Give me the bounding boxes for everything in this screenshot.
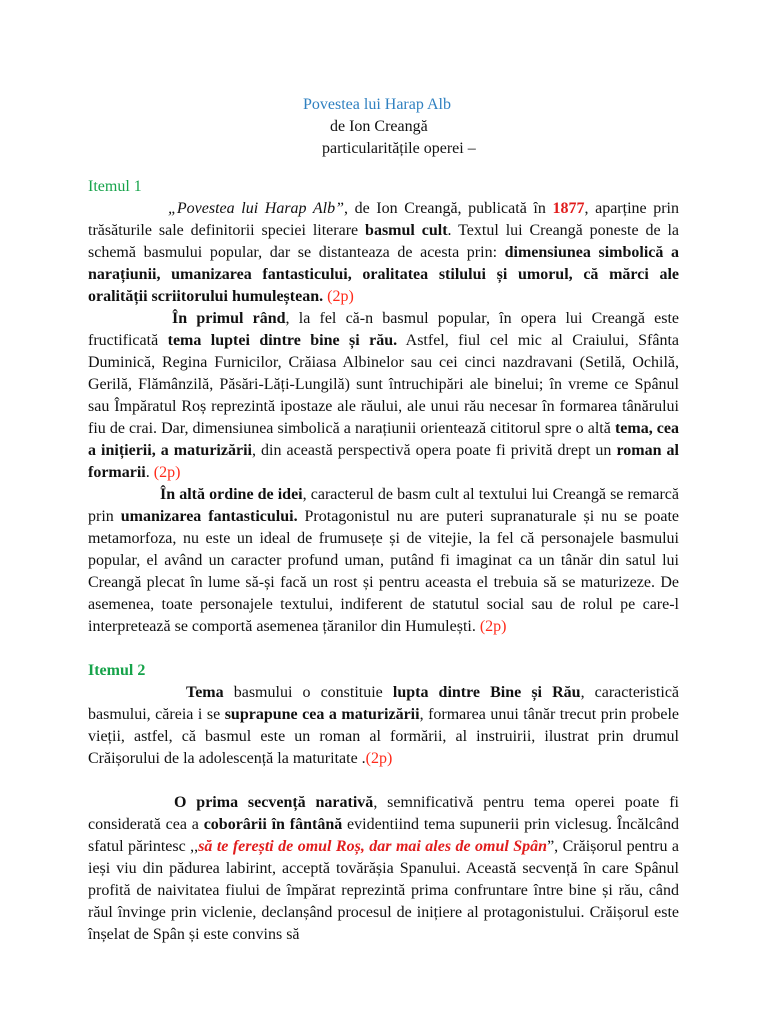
score-label: (2p): [479, 618, 507, 635]
item1-paragraph-2: În primul rând, la fel că-n basmul popular, în opera lui Creangă este fructificată tema luptei dintre bine și rău. Astfel, fiul cel mic al Craiului, Sfânta Duminică, Regina Furnicilor, Crăiasa Albinelor sau cei cinci nazdravani (Setilă, Ochilă, Gerilă, Flămânzilă, Păsări-Lăți-Lungilă) sunt întruchipări ale binelui; în vreme ce Spânul sau Împăratul Roș reprezintă ipostaze ale răului, ale unui rău necesar în formarea tânărului fiu de crai. Dar, dimensiunea simbolică a narațiunii orientează cititorul spre o altă tema, cea a inițierii, a maturizării, din această perspectivă opera poate fi privită drept un roman al formarii. (2p): [88, 310, 680, 481]
item1-paragraph-3: În altă ordine de idei, caracterul de basm cult al textului lui Creangă se remarcă prin umanizarea fantasticului. Protagonistul nu are puteri supranaturale și nu se poate metamorfoza, nu este un ideal de frumusețe și de vitejie, la fel că personajele basmului popular, el având un caracter profund uman, putând fi imaginat ca un tânăr din satul lui Creangă plecat în lume să-și facă un rost și pentru aceasta el trebuia să se maturizeze. De asemenea, toate personajele textului, indiferent de statutul social sau de rolul pe care-l interpretează se comportă asemenea țăranilor din Humulești. (2p): [88, 486, 680, 635]
item2-paragraph-1: Tema basmului o constituie lupta dintre Bine și Rău, caracteristică basmului, căreia i se suprapune cea a maturizării, formarea unui tânăr trecut prin probele vieții, astfel, că basmul este un roman al formării, al instruirii, ilustrat prin drumul Crăișorului de la adolescență la maturitate .(2p): [88, 684, 680, 767]
score-label: (2p): [153, 464, 181, 481]
document-body: [88, 176, 679, 946]
title-block: [0, 94, 768, 160]
item2-heading: Itemul 2: [88, 662, 146, 679]
score-label: (2p): [323, 288, 354, 305]
quoted-advice: să te ferești de omul Roș, dar mai ales de omul Spân: [198, 838, 548, 855]
score-label: (2p): [365, 750, 393, 767]
publication-year: 1877: [552, 200, 585, 217]
work-title: „Povestea lui Harap Alb”: [168, 200, 344, 217]
spacer: [88, 770, 679, 792]
spacer: [88, 638, 679, 660]
item2-paragraph-2: O prima secvență narativă, semnificativă pentru tema operei poate fi considerată cea a coborârii în fântână evidentiind tema supunerii prin viclesug. Încălcând sfatul părintesc ,,să te ferești de omul Roș, dar mai ales de omul Spân”, Crăișorul pentru a ieși viu din pădurea labirint, acceptă tovărășia Spanului. Această secvență în care Spânul profită de naivitatea fiului de împărat reprezintă prima confruntare între bine și rău, când răul învinge prin viclenie, declanșând procesul de inițiere al protagonistului. Crăișorul este înșelat de Spân și este convins să: [88, 794, 680, 943]
document-subtitle: particularitățile operei –: [322, 140, 476, 157]
document-title: Povestea lui Harap Alb: [303, 96, 451, 113]
item1-paragraph-1: „Povestea lui Harap Alb”, de Ion Creangă, publicată în 1877, aparține prin trăsăturile sale definitorii speciei literare basmul cult. Textul lui Creangă poneste de la schemă basmului popular, dar se distanteaza de acesta prin: dimensiunea simbolică a narațiunii, umanizarea fantasticului, oralitatea stilului și umorul, că mărci ale oralității scriitorului humuleștean. (2p): [88, 200, 680, 305]
document-author: de Ion Creangă: [330, 118, 428, 135]
item1-heading: Itemul 1: [88, 178, 142, 195]
